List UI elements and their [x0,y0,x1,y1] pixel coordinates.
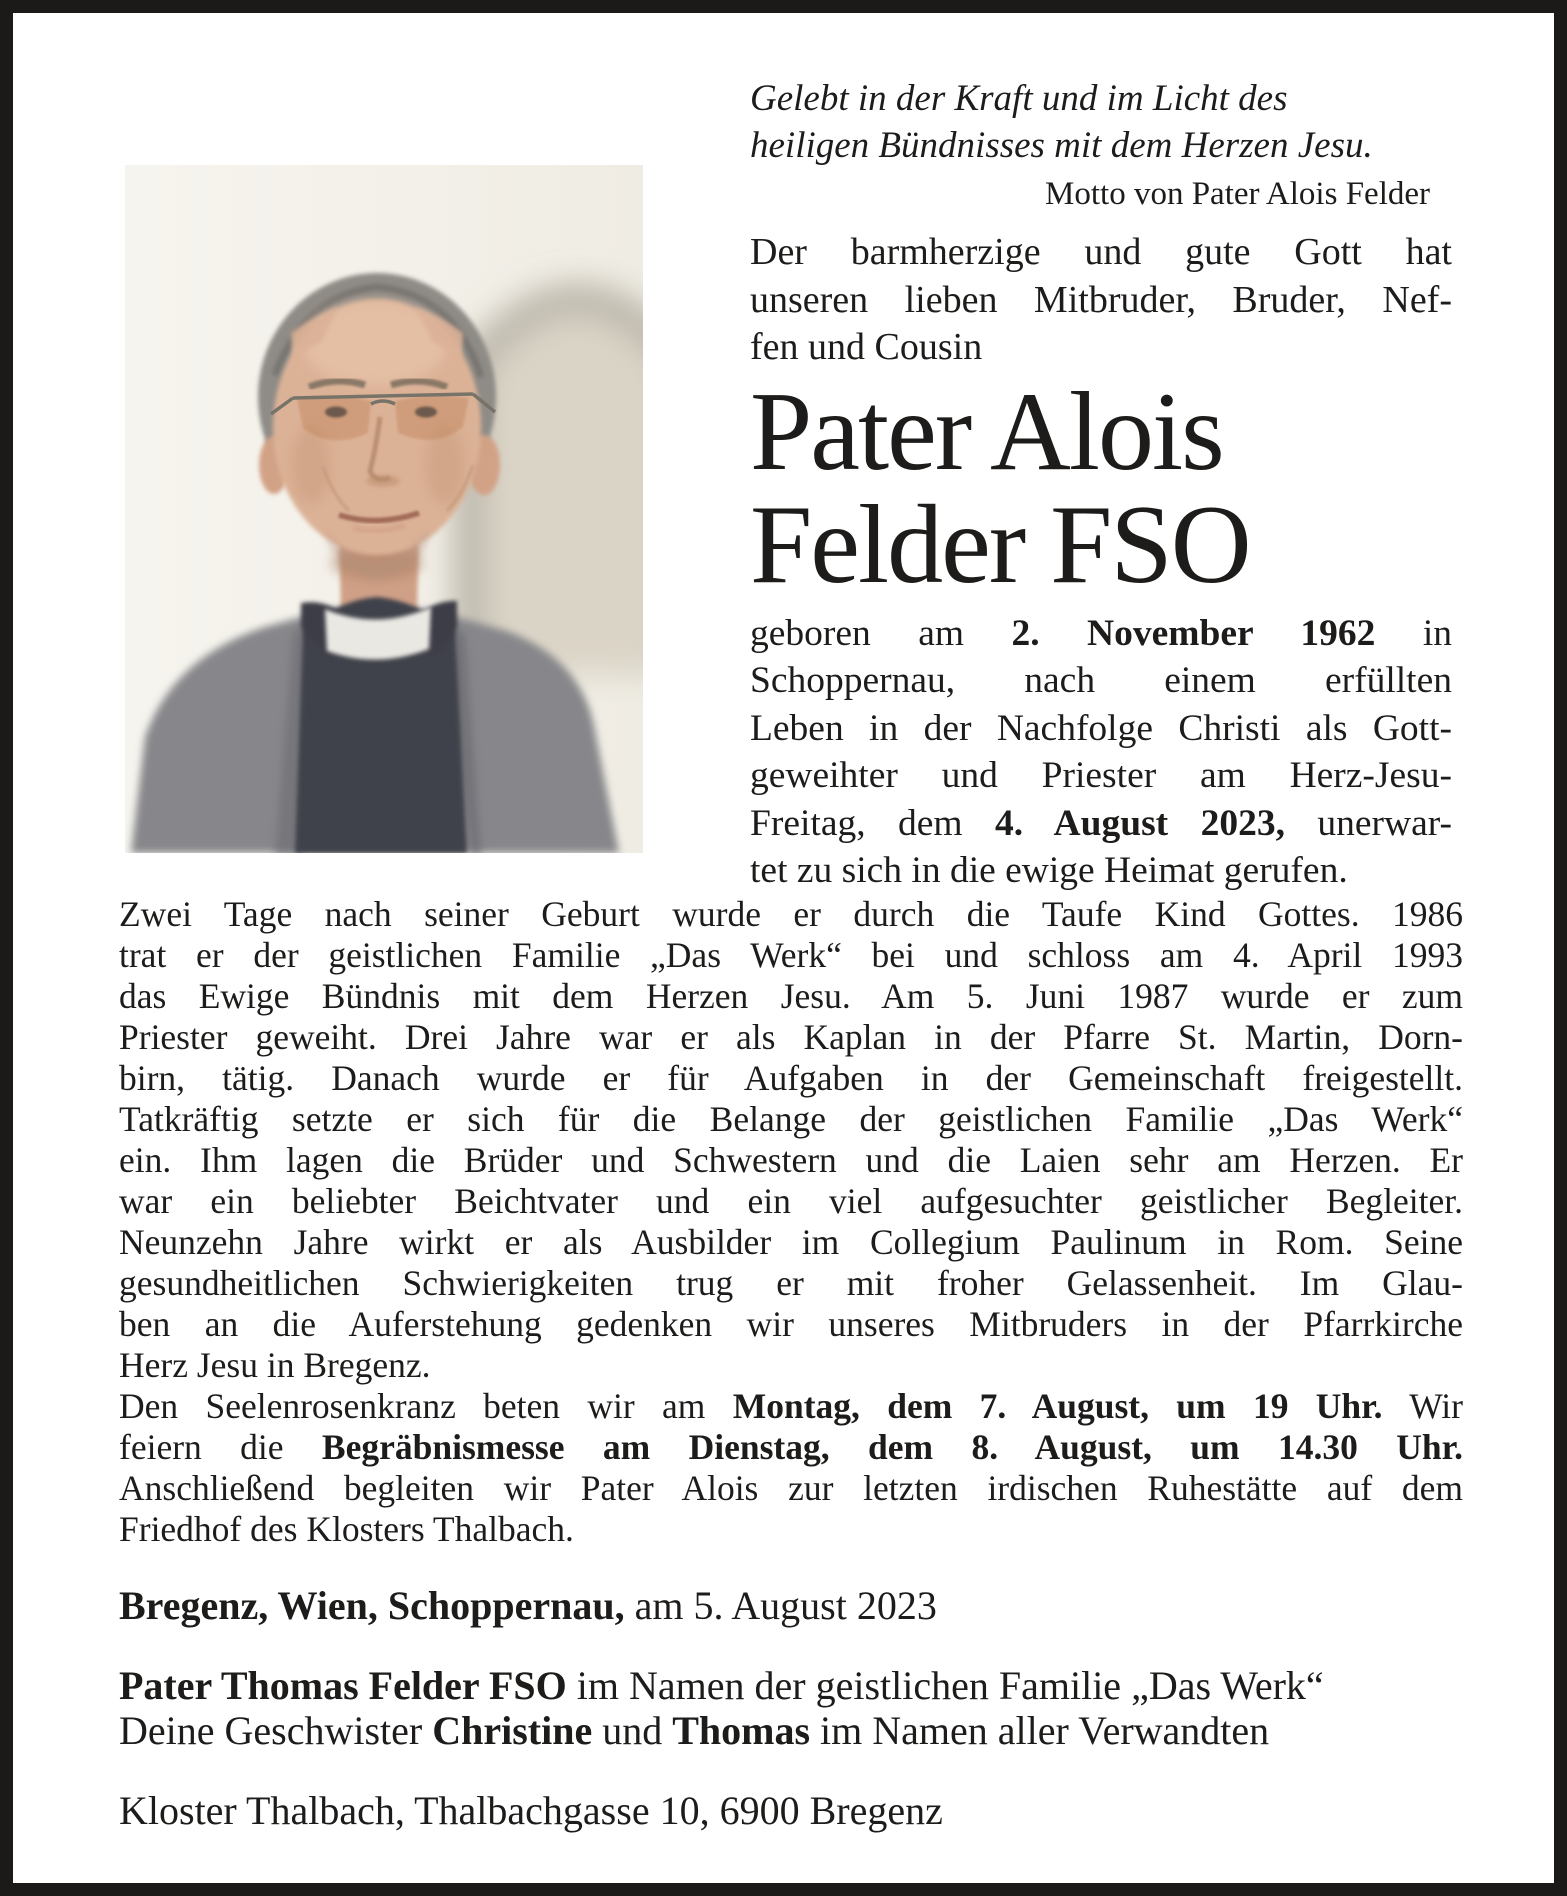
life-summary-paragraph [750,610,1452,895]
text-line: Deine Geschwister Christine und Thomas im Namen aller Verwandten [119,1708,1270,1753]
text-line: trat er der geistlichen Familie „Das Werk“ bei und schloss am 4. April 1993 [119,935,1463,975]
text-line: ben an die Auferstehung gedenken wir unseres Mitbruders in der Pfarrkirche [119,1304,1463,1344]
text-line: Neunzehn Jahre wirkt er als Ausbilder im Collegium Paulinum in Rom. Seine [119,1222,1463,1262]
motto-line-1: Gelebt in der Kraft und im Licht des [750,78,1288,119]
text-line: gesundheitlichen Schwierigkeiten trug er mit froher Gelassenheit. Im Glau- [119,1263,1463,1303]
motto [750,75,1452,169]
text-line: Freitag, dem 4. August 2023, unerwar- [750,802,1452,844]
obituary-body [119,894,1463,1550]
motto-attribution: Motto von Pater Alois Felder [1045,176,1430,212]
signatures [119,1663,1519,1753]
portrait-photo-graphic [125,165,643,853]
text-line: geboren am 2. November 1962 in [750,612,1453,654]
text-line: birn, tätig. Danach wurde er für Aufgaben in der Gemeinschaft freigestellt. [119,1058,1463,1098]
text-line: Pater Thomas Felder FSO im Namen der geistlichen Familie „Das Werk“ [119,1663,1324,1708]
portrait-photo [125,165,643,853]
right-column [750,75,1452,895]
arch-background [470,301,643,676]
intro-paragraph [750,229,1452,372]
text-line: Tatkräftig setzte er sich für die Belange der geistlichen Familie „Das Werk“ [119,1099,1463,1139]
text-line: unseren lieben Mitbruder, Bruder, Nef- [750,278,1452,321]
text-line: fen und Cousin [750,326,983,368]
text-line: Der barmherzige und gute Gott hat [750,231,1452,273]
text-line: das Ewige Bündnis mit dem Herzen Jesu. Am 5. Juni 1987 wurde er zum [119,976,1463,1016]
text-line: Herz Jesu in Bregenz. [119,1345,431,1385]
text-line: Kloster Thalbach, Thalbachgasse 10, 6900 Bregenz [119,1788,943,1833]
text-line: geweihter und Priester am Herz-Jesu- [750,755,1452,796]
deceased-name [750,369,1452,607]
deceased-name-line-1: Pater Alois [750,369,1223,494]
text-line: Anschließend begleiten wir Pater Alois zur letzten irdischen Ruhestätte auf dem [119,1468,1463,1508]
motto-line-2: heiligen Bündnisses mit dem Herzen Jesu. [750,125,1373,166]
text-line: war ein beliebter Beichtvater und ein viel aufgesuchter geistlicher Begleiter. [119,1181,1463,1221]
text-line: Priester geweiht. Drei Jahre war er als Kaplan in der Pfarre St. Martin, Dorn- [119,1017,1463,1057]
text-line: ein. Ihm lagen die Brüder und Schwestern und die Laien sehr am Herzen. Er [119,1140,1463,1180]
deceased-name-line-2: Felder FSO [750,482,1250,607]
text-line: tet zu sich in die ewige Heimat gerufen. [750,850,1348,891]
text-line: Friedhof des Klosters Thalbach. [119,1509,574,1549]
text-line: Leben in der Nachfolge Christi als Gott- [750,707,1452,749]
text-line: Zwei Tage nach seiner Geburt wurde er durch die Taufe Kind Gottes. 1986 [119,894,1463,934]
text-line: Den Seelenrosenkranz beten wir am Montag, dem 7. August, um 19 Uhr. Wir [119,1386,1463,1426]
text-line: Bregenz, Wien, Schoppernau, am 5. August 2023 [119,1583,937,1628]
text-line: feiern die Begräbnismesse am Dienstag, dem 8. August, um 14.30 Uhr. [119,1427,1463,1467]
place-date-line [119,1583,1499,1629]
text-line: Schoppernau, nach einem erfüllten [750,660,1452,701]
address-line [119,1788,1499,1834]
